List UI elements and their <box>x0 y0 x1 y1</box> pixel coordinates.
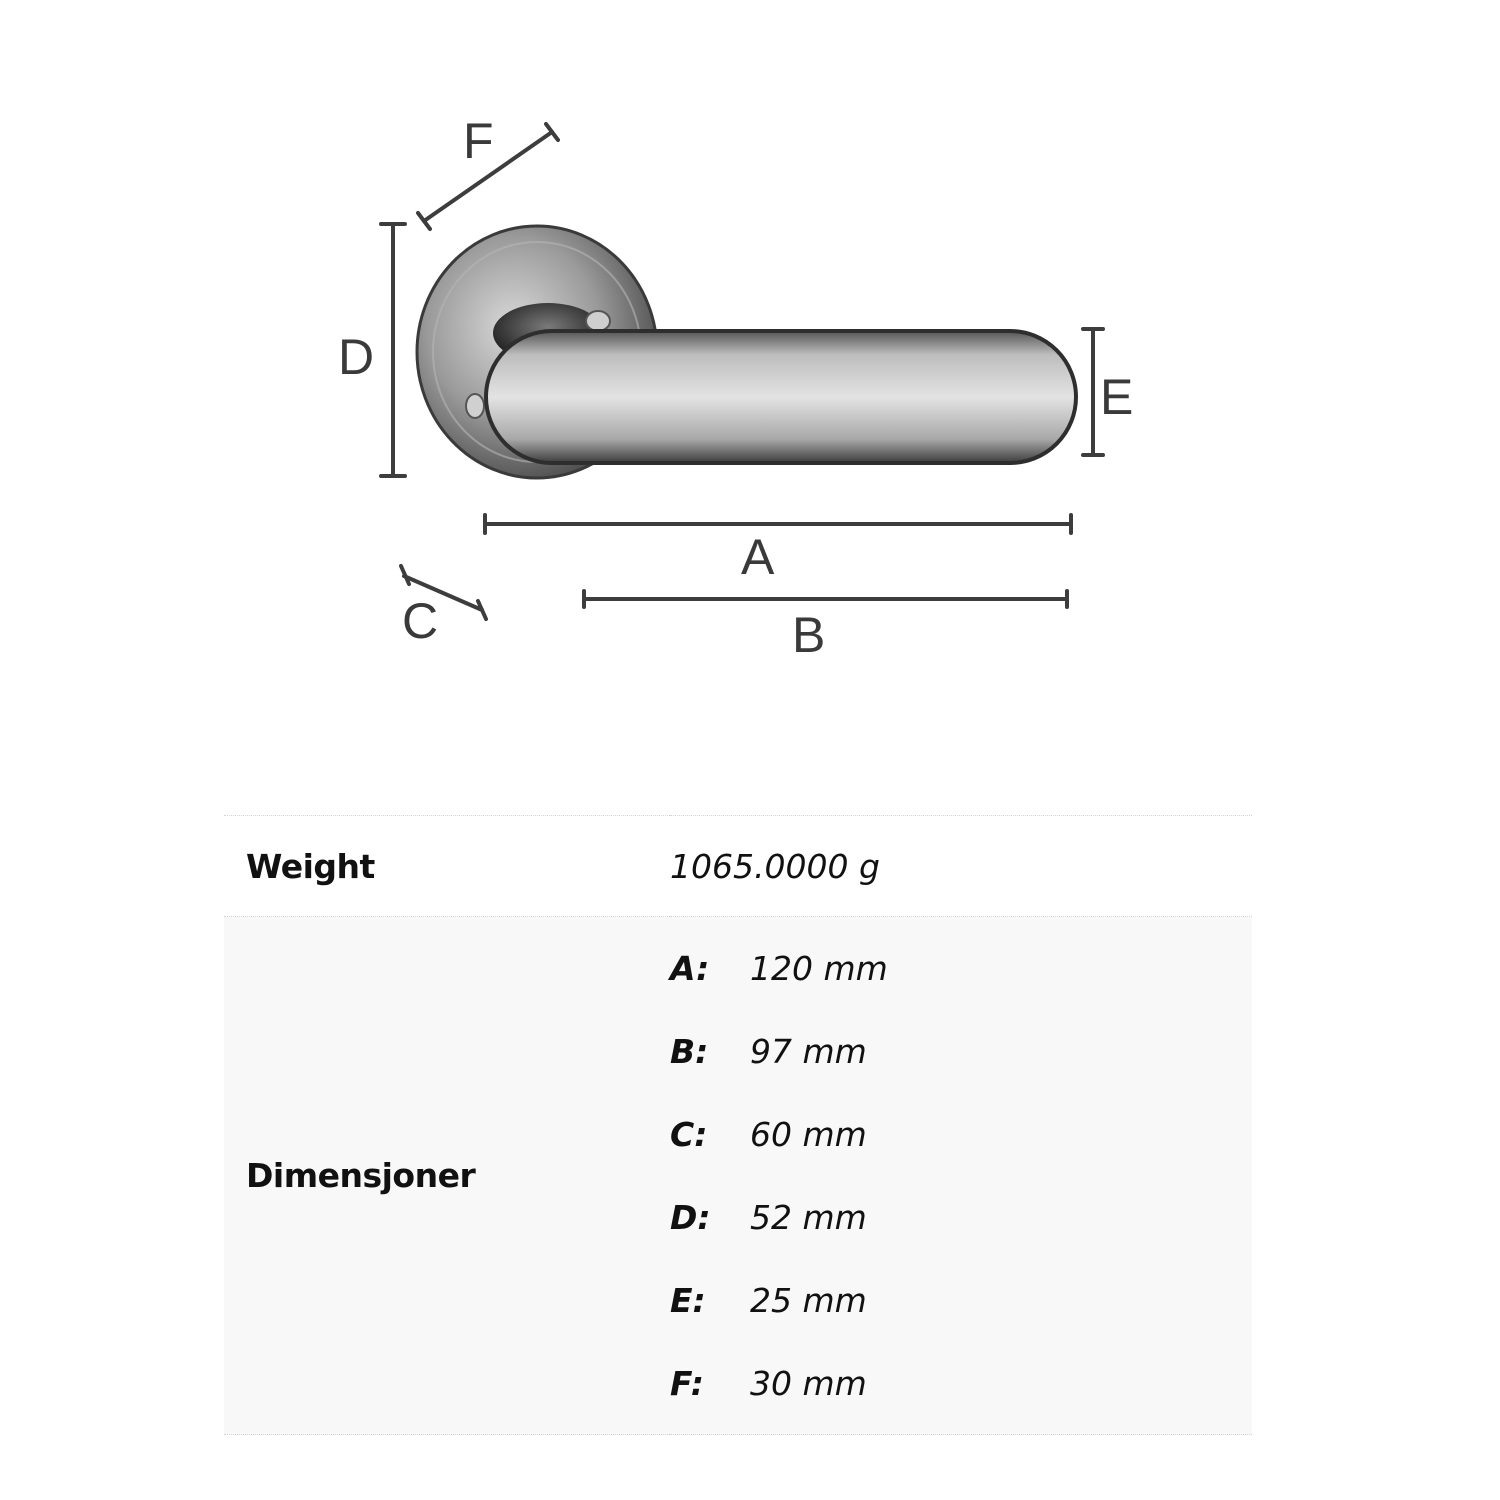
spec-row-dimensions <box>224 917 1252 1435</box>
specifications-table <box>224 815 1252 1435</box>
dimension-value: 25 mm <box>750 1280 867 1320</box>
dimension-label-c: C <box>402 593 439 649</box>
weight-label: Weight <box>224 816 670 917</box>
dimensions-label: Dimensjoner <box>224 917 670 1435</box>
weight-value: 1065.0000 g <box>670 816 1252 917</box>
dimension-line-b <box>584 591 1067 607</box>
dimension-item-e <box>670 1259 1252 1342</box>
dimension-value: 60 mm <box>750 1114 867 1154</box>
dimension-value: 30 mm <box>750 1363 867 1403</box>
dimensions-values <box>670 917 1252 1435</box>
dimension-key: B: <box>670 1031 709 1071</box>
dimension-item-d <box>670 1176 1252 1259</box>
dimension-label-a: A <box>741 529 775 585</box>
dimension-item-c <box>670 1093 1252 1176</box>
dimension-value: 52 mm <box>750 1197 867 1237</box>
dimension-line-d <box>381 224 405 476</box>
dimension-key: A: <box>670 948 710 988</box>
dimension-key: C: <box>670 1114 708 1154</box>
dimension-label-b: B <box>792 607 826 663</box>
dimension-key: E: <box>670 1280 706 1320</box>
handle-lever <box>486 331 1076 463</box>
dimension-value: 97 mm <box>750 1031 867 1071</box>
dimension-key: D: <box>670 1197 711 1237</box>
dimension-label-d: D <box>338 329 375 385</box>
dimension-value: 120 mm <box>750 948 888 988</box>
dimension-label-e: E <box>1100 369 1134 425</box>
dimension-item-a <box>670 927 1252 1010</box>
dimension-item-f <box>670 1342 1252 1425</box>
spec-row-weight <box>224 816 1252 917</box>
dimension-label-f: F <box>463 113 494 169</box>
dimension-key: F: <box>670 1363 704 1403</box>
dimension-line-a <box>485 515 1071 533</box>
dimensions-list <box>670 927 1252 1425</box>
dimension-item-b <box>670 1010 1252 1093</box>
